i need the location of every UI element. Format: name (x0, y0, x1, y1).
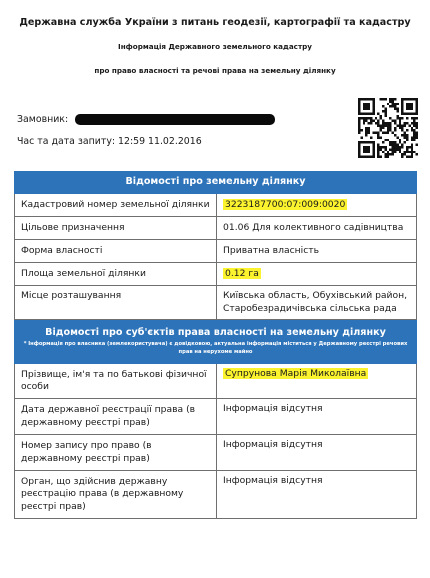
row-label: Цільове призначення (15, 217, 217, 240)
row-value: Приватна власність (217, 240, 417, 263)
request-time-value: 12:59 11.02.2016 (118, 136, 202, 147)
table-row (15, 217, 417, 240)
customer-label: Замовник: (17, 114, 69, 125)
document-subtitle: Інформація Державного земельного кадастру (118, 42, 312, 51)
cadastral-number-value: 3223187700:07:009:0020 (225, 198, 346, 210)
table-row (15, 240, 417, 263)
land-info-table (14, 171, 417, 519)
owners-section-header (15, 320, 417, 364)
owners-section-note: * Інформація про власника (землекористувача) є довідковою, актуальна інформація міститься у Державному реєстрі речових прав на нерухоме майно (23, 341, 408, 356)
row-value: Київська область, Обухівський район, Старобезрадичівська сільська рада (217, 286, 417, 320)
document-title: Державна служба України з питань геодезії, картографії та кадастру (19, 17, 411, 28)
land-area-value: 0.12 га (225, 267, 259, 279)
row-label: Прізвище, ім'я та по батькові фізичної особи (15, 364, 217, 399)
row-label: Форма власності (15, 240, 217, 263)
land-section-title: Відомості про земельну ділянку (125, 176, 306, 188)
table-row (15, 364, 417, 399)
request-time-label: Час та дата запиту: (17, 136, 116, 147)
row-label: Номер запису про право (в державному реєстрі прав) (15, 435, 217, 471)
table-row (15, 399, 417, 435)
customer-redaction (75, 114, 275, 125)
land-section-header (15, 172, 417, 194)
row-label: Кадастровий номер земельної ділянки (15, 194, 217, 217)
row-label: Орган, що здійснив державну реєстрацію права (в державному реєстрі прав) (15, 471, 217, 519)
row-label: Площа земельної ділянки (15, 263, 217, 286)
owner-name-value: Супрунова Марія Миколаївна (225, 368, 367, 379)
owners-section-title: Відомості про суб'єктів права власності на земельну ділянку (45, 326, 386, 338)
document-subtitle-2: про право власності та речові права на земельну ділянку (94, 66, 336, 75)
table-row (15, 435, 417, 471)
row-label: Дата державної реєстрації права (в державному реєстрі прав) (15, 399, 217, 435)
customer-line (17, 114, 275, 125)
qr-code-icon (358, 98, 418, 158)
table-row (15, 471, 417, 519)
row-value: Інформація відсутня (217, 399, 417, 435)
row-value: 01.06 Для колективного садівництва (217, 217, 417, 240)
table-row (15, 263, 417, 286)
row-value: Інформація відсутня (217, 471, 417, 519)
request-time-line (17, 136, 202, 147)
table-row (15, 194, 417, 217)
row-value: Інформація відсутня (217, 435, 417, 471)
row-label: Місце розташування (15, 286, 217, 320)
table-row (15, 286, 417, 320)
